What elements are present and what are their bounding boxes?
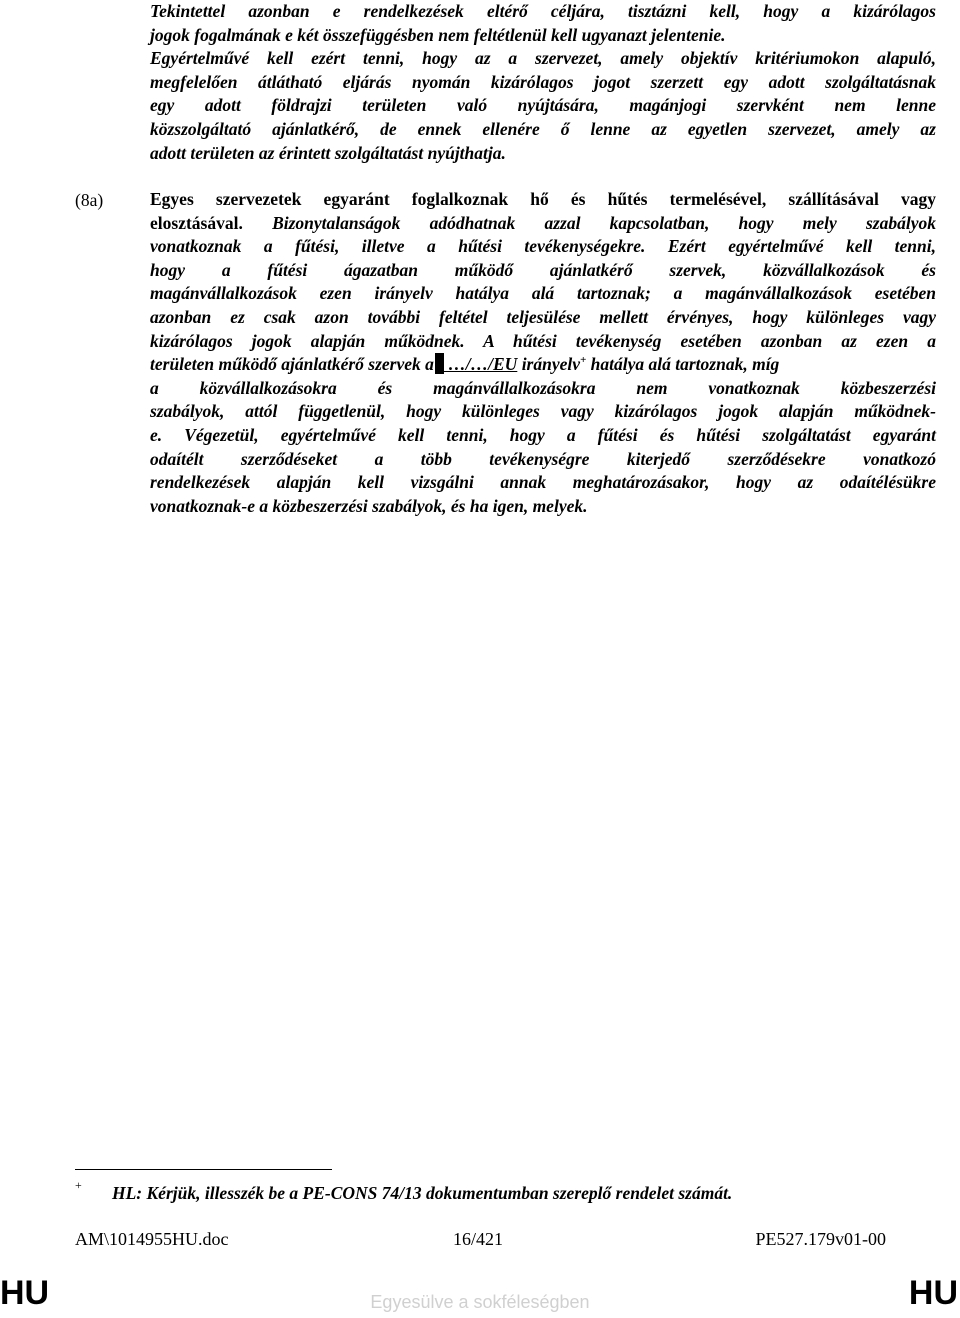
text-line: adott területen az érintett szolgáltatást nyújthatja. xyxy=(150,142,506,163)
footnote-separator xyxy=(75,1169,332,1170)
text-line: rendelkezések alapján kell vizsgálni annak meghatározásakor, hogy az odaítélésükre xyxy=(150,472,936,493)
text-line xyxy=(150,353,936,377)
document-reference: AM\1014955HU.doc xyxy=(75,1229,229,1249)
page-footer xyxy=(75,1229,886,1253)
text-fragment: Bizonytalanságok adódhatnak azzal kapcsolatban, hogy mely szabályok xyxy=(242,212,936,233)
text-fragment: elosztásával. xyxy=(150,212,243,233)
text-line: közszolgáltató ajánlatkérő, de ennek ellenére ő lenne az egyetlen szervezet, amely az xyxy=(150,118,936,139)
text-line: szabályok, attól függetlenül, hogy különleges vagy kizárólagos jogok alapján működnek- xyxy=(150,401,936,422)
language-code-right: HU xyxy=(908,1274,958,1312)
text-line: azonban ez csak azon további feltétel teljesülése mellett érvényes, hogy különleges vagy xyxy=(150,306,936,327)
footnote-ref: + xyxy=(580,354,587,367)
page-number: 16/421 xyxy=(453,1229,504,1249)
footnote-mark: + xyxy=(75,1178,82,1192)
text-line: e. Végezetül, egyértelművé kell tenni, hogy a fűtési és hűtési szolgáltatást egyaránt xyxy=(150,424,936,445)
text-line: kizárólagos jogok alapján működnek. A hűtési tevékenység esetében azonban az ezen a xyxy=(150,330,936,351)
text-line xyxy=(150,212,936,236)
recital-continuation xyxy=(150,0,936,165)
text-line: Egyes szervezetek egyaránt foglalkoznak hő és hűtés termelésével, szállításával vagy xyxy=(150,189,936,209)
footnote-text: HL: Kérjük, illesszék be a PE-CONS 74/13 dokumentumban szereplő rendelet számát. xyxy=(112,1183,733,1203)
text-line: Tekintettel azonban e rendelkezések eltérő céljára, tisztázni kell, hogy a kizárólagos xyxy=(150,1,936,21)
text-line: megfelelően átlátható eljárás nyomán kizárólagos jogot szerzett egy adott szolgáltatásnak xyxy=(150,71,936,92)
eu-motto: Egyesülve a sokféleségben xyxy=(370,1292,590,1312)
text-line: a közvállalkozásokra és magánvállalkozásokra nem vonatkoznak közbeszerzési xyxy=(150,377,936,398)
pe-reference: PE527.179v01-00 xyxy=(755,1229,886,1249)
recital-number: (8a) xyxy=(75,190,104,210)
text-line: vonatkoznak-e a közbeszerzési szabályok, és ha igen, melyek. xyxy=(150,495,588,516)
recital-8a xyxy=(150,188,936,518)
text-line: egy adott földrajzi területen való nyújtására, magánjogi szervként nem lenne xyxy=(150,95,936,116)
text-fragment: területen működő ajánlatkérő szervek a xyxy=(150,354,434,375)
text-fragment: hatálya alá tartoznak, míg xyxy=(586,354,780,375)
text-line: jogok fogalmának e két összefüggésben nem feltétlenül kell ugyanazt jelentenie. xyxy=(150,24,726,45)
text-fragment: …/…/EU xyxy=(443,354,518,375)
language-code-left: HU xyxy=(0,1274,50,1312)
text-line: vonatkoznak a fűtési, illetve a hűtési tevékenységekre. Ezért egyértelművé kell tenni, xyxy=(150,236,936,257)
text-line: hogy a fűtési ágazatban működő ajánlatkérő szervek, közvállalkozások és xyxy=(150,259,936,280)
text-line: odaítélt szerződéseket a több tevékenységre kiterjedő szerződésekre vonatkozó xyxy=(150,448,936,469)
text-line: Egyértelművé kell ezért tenni, hogy az a szervezet, amely objektív kritériumokon alapuló, xyxy=(150,48,936,69)
deletion-marker-icon xyxy=(435,353,444,374)
text-fragment: irányelv xyxy=(517,354,581,375)
text-line: magánvállalkozások ezen irányelv hatálya alá tartoznak; a magánvállalkozások esetében xyxy=(150,283,936,304)
